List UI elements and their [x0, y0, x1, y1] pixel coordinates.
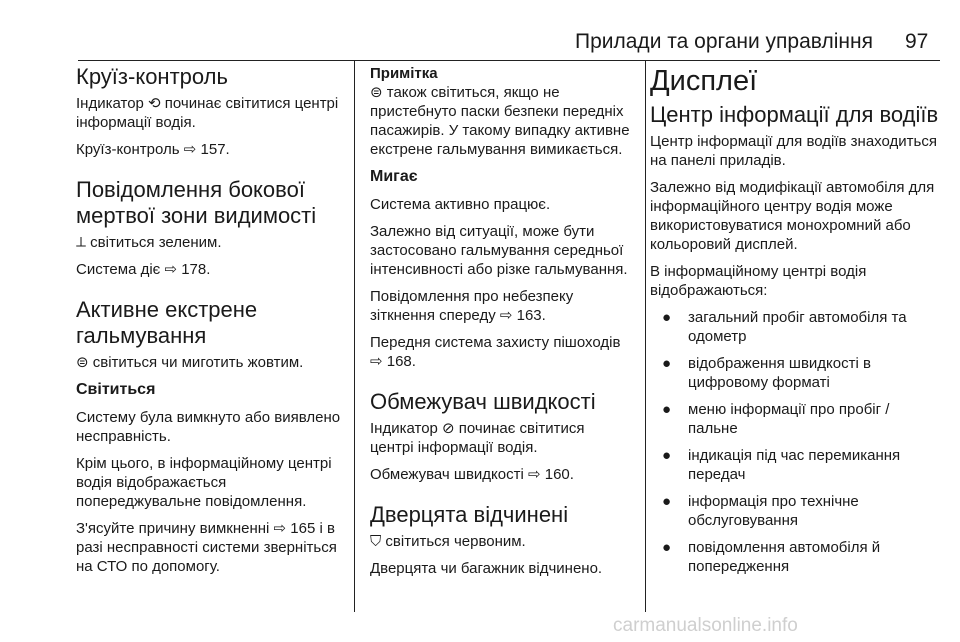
header-divider: [78, 60, 940, 61]
paragraph: Крім цього, в інформаційному центрі водія відображається попереджувальне повідомлення.: [76, 455, 332, 510]
section-heading-cruise-control: Круїз-контроль: [76, 64, 228, 89]
subheading-blinks: Мигає: [370, 168, 418, 185]
paragraph: Залежно від модифікації автомобіля для інформаційного центру водія може використовуватися монохромний або кольоровий дисплей.: [650, 179, 935, 253]
paragraph: Система активно працює.: [370, 196, 551, 213]
cross-reference: Система діє ⇨ 178.: [76, 261, 211, 278]
paragraph: ⟂ світиться зеленим.: [76, 234, 222, 251]
section-heading-door-open: Дверцята відчинені: [370, 502, 569, 527]
paragraph: Дверцята чи багажник відчинено.: [370, 560, 603, 577]
column-divider-1: [354, 60, 355, 612]
bullet-icon: ●: [662, 539, 672, 556]
list-item: ● індикація під час перемикання передач: [662, 447, 901, 483]
section-heading-driver-info-center: Центр інформації для водіїв: [650, 102, 939, 127]
paragraph: ⛉ світиться червоним.: [370, 533, 526, 550]
list-item: ● меню інформації про пробіг / пальне: [662, 401, 890, 437]
bullet-icon: ●: [662, 309, 672, 326]
page-number: 97: [905, 30, 929, 53]
paragraph: Центр інформації для водіїв знаходиться на панелі приладів.: [650, 133, 937, 169]
paragraph: В інформаційному центрі водія відображаються:: [650, 263, 867, 299]
section-heading-speed-limiter: Обмежувач швидкості: [370, 389, 596, 414]
list-item: ● повідомлення автомобіля й попередження: [662, 539, 881, 575]
paragraph: Індикатор ⊘ починає світитися центрі інформації водія.: [370, 420, 585, 456]
section-heading-emergency-braking: Активне екстрене гальмування: [76, 297, 258, 348]
section-heading-displays: Дисплеї: [650, 65, 758, 97]
bullet-icon: ●: [662, 401, 672, 418]
column-right: [650, 64, 940, 584]
paragraph: Повідомлення про небезпеку зіткнення спереду ⇨ 163.: [370, 288, 574, 324]
cross-reference: Круїз-контроль ⇨ 157.: [76, 141, 230, 158]
page-title: Прилади та органи управління: [575, 30, 873, 53]
paragraph: З'ясуйте причину вимкненні ⇨ 165 і в разі несправності системи зверніться на СТО по допомогу.: [76, 520, 337, 575]
page-header: [0, 0, 960, 56]
paragraph: Передня система захисту пішоходів ⇨ 168.: [370, 334, 621, 370]
list-item: ● загальний пробіг автомобіля та одометр: [662, 309, 907, 345]
bullet-icon: ●: [662, 355, 672, 372]
paragraph: ⊜ світиться чи миготить жовтим.: [76, 354, 304, 371]
cross-reference: Обмежувач швидкості ⇨ 160.: [370, 466, 574, 483]
list-item: ● інформація про технічне обслуговування: [662, 493, 859, 529]
column-left: [76, 64, 346, 584]
list-item: ● відображення швидкості в цифровому форматі: [662, 355, 871, 391]
bullet-icon: ●: [662, 493, 672, 510]
column-divider-2: [645, 60, 646, 612]
note-title: Примітка: [370, 65, 438, 82]
paragraph: Індикатор ⟲ починає світитися центрі інформації водія.: [76, 95, 339, 131]
watermark: carmanualsonline.info: [613, 615, 798, 636]
paragraph: Залежно від ситуації, може бути застосовано гальмування середньої інтенсивності або різке гальмування.: [370, 223, 628, 278]
display-items-list: [650, 308, 940, 576]
bullet-icon: ●: [662, 447, 672, 464]
section-heading-blind-spot: Повідомлення бокової мертвої зони видимості: [76, 177, 317, 228]
subheading-lit: Світиться: [76, 381, 156, 398]
column-middle: [370, 64, 632, 586]
paragraph: Систему була вимкнуто або виявлено несправність.: [76, 409, 341, 445]
note-text: ⊜ також світиться, якщо не пристебнуто паски безпеки передніх пасажирів. У такому випадку активне екстрене гальмування вимикається.: [370, 84, 630, 158]
